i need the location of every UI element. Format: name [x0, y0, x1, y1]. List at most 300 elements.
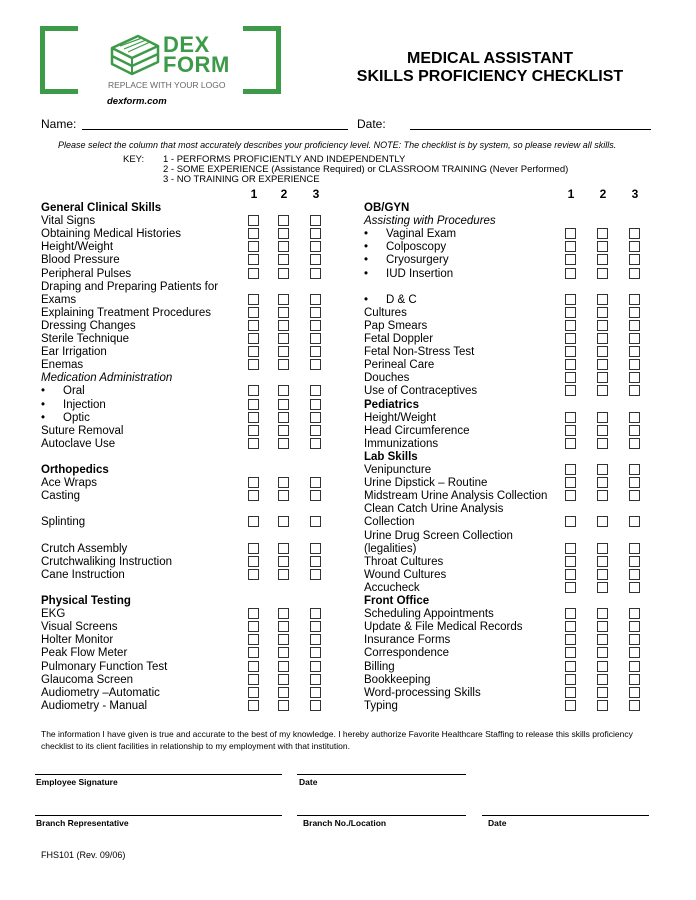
proficiency-checkbox-1[interactable]: [565, 661, 576, 672]
proficiency-checkbox-1[interactable]: [565, 621, 576, 632]
proficiency-checkbox-1[interactable]: [248, 569, 259, 580]
proficiency-checkbox-1[interactable]: [248, 438, 259, 449]
proficiency-checkbox-3[interactable]: [310, 634, 321, 645]
proficiency-checkbox-3[interactable]: [629, 634, 640, 645]
skill-label: Correspondence: [364, 647, 450, 659]
skill-label: Audiometry - Manual: [41, 700, 148, 712]
proficiency-checkbox-1[interactable]: [565, 385, 576, 396]
key-label: KEY:: [123, 154, 145, 165]
skill-label: General Clinical Skills: [41, 202, 162, 214]
authorization-statement: The information I have given is true and accurate to the best of my knowledge. I hereby authorize Favorite Healthcare Staffing to release this skills proficiency checklist to its client facilities in relationship to my employment with that institution.: [41, 729, 633, 751]
skill-label: Midstream Urine Analysis Collection: [364, 490, 548, 502]
proficiency-checkbox-2[interactable]: [597, 228, 608, 239]
skill-row: [364, 555, 443, 569]
proficiency-checkbox-2[interactable]: [278, 307, 289, 318]
bullet-icon: •: [364, 254, 369, 266]
skill-label: Peak Flow Meter: [41, 647, 128, 659]
proficiency-checkbox-3[interactable]: [310, 608, 321, 619]
proficiency-checkbox-1[interactable]: [565, 372, 576, 383]
proficiency-checkbox-2[interactable]: [278, 346, 289, 357]
proficiency-checkbox-1[interactable]: [565, 333, 576, 344]
proficiency-checkbox-1[interactable]: [565, 268, 576, 279]
proficiency-checkbox-2[interactable]: [597, 268, 608, 279]
branch-rep-line[interactable]: [35, 815, 282, 816]
proficiency-checkbox-2[interactable]: [597, 412, 608, 423]
skill-label: Throat Cultures: [364, 556, 444, 568]
proficiency-checkbox-2[interactable]: [597, 438, 608, 449]
skill-label: Colposcopy: [386, 241, 447, 253]
proficiency-checkbox-1[interactable]: [565, 674, 576, 685]
proficiency-checkbox-1[interactable]: [565, 634, 576, 645]
skill-row: [41, 607, 65, 621]
skill-label: Splinting: [41, 516, 86, 528]
proficiency-checkbox-1[interactable]: [565, 516, 576, 527]
proficiency-checkbox-1[interactable]: [565, 320, 576, 331]
proficiency-checkbox-1[interactable]: [565, 228, 576, 239]
proficiency-checkbox-1[interactable]: [248, 307, 259, 318]
proficiency-checkbox-1[interactable]: [248, 333, 259, 344]
proficiency-checkbox-3[interactable]: [310, 346, 321, 357]
skill-row: [41, 306, 211, 320]
proficiency-checkbox-1[interactable]: [248, 490, 259, 501]
form-code: FHS101 (Rev. 09/06): [41, 850, 126, 860]
skill-label: Urine Dipstick – Routine: [364, 477, 488, 489]
proficiency-checkbox-2[interactable]: [597, 621, 608, 632]
proficiency-checkbox-2[interactable]: [597, 647, 608, 658]
proficiency-checkbox-2[interactable]: [278, 268, 289, 279]
proficiency-checkbox-2[interactable]: [278, 320, 289, 331]
date-label-1: Date: [299, 777, 318, 787]
proficiency-checkbox-1[interactable]: [565, 425, 576, 436]
skill-label: Holter Monitor: [41, 634, 114, 646]
section-heading: [364, 594, 429, 608]
proficiency-checkbox-2[interactable]: [278, 438, 289, 449]
skill-row: [41, 332, 129, 346]
proficiency-checkbox-2[interactable]: [597, 634, 608, 645]
proficiency-checkbox-2[interactable]: [278, 543, 289, 554]
proficiency-checkbox-2[interactable]: [278, 333, 289, 344]
proficiency-checkbox-3[interactable]: [310, 399, 321, 410]
proficiency-checkbox-2[interactable]: [597, 556, 608, 567]
skill-row: [41, 358, 83, 372]
skill-row: [41, 240, 113, 254]
proficiency-checkbox-3[interactable]: [310, 621, 321, 632]
proficiency-checkbox-2[interactable]: [278, 241, 289, 252]
proficiency-checkbox-1[interactable]: [248, 700, 259, 711]
section-heading: [41, 201, 161, 215]
subsection-heading: [364, 214, 496, 228]
skill-label: Dressing Changes: [41, 320, 136, 332]
skill-row: [41, 293, 76, 307]
proficiency-checkbox-2[interactable]: [597, 241, 608, 252]
proficiency-checkbox-1[interactable]: [248, 647, 259, 658]
skill-label: Fetal Non-Stress Test: [364, 346, 475, 358]
proficiency-checkbox-2[interactable]: [278, 700, 289, 711]
proficiency-checkbox-1[interactable]: [248, 294, 259, 305]
proficiency-checkbox-3[interactable]: [629, 569, 640, 580]
skill-row: [364, 686, 481, 700]
skill-row: [41, 424, 123, 438]
proficiency-checkbox-2[interactable]: [278, 569, 289, 580]
skill-label: Urine Drug Screen Collection: [364, 530, 513, 542]
skill-label: Venipuncture: [364, 464, 432, 476]
proficiency-checkbox-2[interactable]: [597, 333, 608, 344]
proficiency-checkbox-2[interactable]: [278, 556, 289, 567]
skill-label: Lab Skills: [364, 451, 418, 463]
proficiency-checkbox-3[interactable]: [310, 359, 321, 370]
proficiency-checkbox-1[interactable]: [248, 477, 259, 488]
proficiency-checkbox-2[interactable]: [597, 490, 608, 501]
proficiency-checkbox-1[interactable]: [248, 661, 259, 672]
proficiency-checkbox-3[interactable]: [629, 687, 640, 698]
proficiency-checkbox-3[interactable]: [629, 268, 640, 279]
proficiency-checkbox-2[interactable]: [278, 385, 289, 396]
skill-label: Casting: [41, 490, 80, 502]
proficiency-checkbox-1[interactable]: [565, 359, 576, 370]
skill-row: [364, 568, 446, 582]
right-col-header-2: 2: [599, 187, 607, 201]
proficiency-checkbox-3[interactable]: [310, 320, 321, 331]
proficiency-checkbox-2[interactable]: [597, 700, 608, 711]
proficiency-checkbox-1[interactable]: [248, 674, 259, 685]
proficiency-checkbox-3[interactable]: [310, 294, 321, 305]
proficiency-checkbox-2[interactable]: [278, 359, 289, 370]
skill-label: Douches: [364, 372, 410, 384]
skill-label: D & C: [386, 294, 417, 306]
name-label: Name:: [41, 117, 77, 131]
proficiency-checkbox-3[interactable]: [310, 516, 321, 527]
brand-tagline: REPLACE WITH YOUR LOGO: [108, 80, 226, 90]
skill-label: Enemas: [41, 359, 84, 371]
proficiency-checkbox-3[interactable]: [310, 307, 321, 318]
proficiency-checkbox-3[interactable]: [310, 700, 321, 711]
proficiency-checkbox-2[interactable]: [597, 307, 608, 318]
proficiency-checkbox-3[interactable]: [310, 687, 321, 698]
proficiency-checkbox-1[interactable]: [565, 477, 576, 488]
proficiency-checkbox-2[interactable]: [597, 477, 608, 488]
proficiency-checkbox-1[interactable]: [248, 254, 259, 265]
proficiency-checkbox-1[interactable]: [565, 412, 576, 423]
proficiency-checkbox-2[interactable]: [278, 399, 289, 410]
proficiency-checkbox-2[interactable]: [278, 674, 289, 685]
skill-row: [364, 502, 503, 516]
proficiency-checkbox-2[interactable]: [597, 661, 608, 672]
proficiency-checkbox-3[interactable]: [629, 582, 640, 593]
form-title-line1: MEDICAL ASSISTANT: [407, 50, 573, 67]
proficiency-checkbox-3[interactable]: [310, 556, 321, 567]
skill-label: Blood Pressure: [41, 254, 120, 266]
skill-row: [41, 253, 120, 267]
skill-label: Visual Screens: [41, 621, 118, 633]
proficiency-checkbox-1[interactable]: [248, 268, 259, 279]
proficiency-checkbox-3[interactable]: [310, 228, 321, 239]
skill-row: [364, 646, 449, 660]
date-label: Date:: [357, 117, 386, 131]
skill-label: Crutch Assembly: [41, 543, 128, 555]
proficiency-checkbox-3[interactable]: [310, 333, 321, 344]
skill-row: [41, 620, 118, 634]
proficiency-checkbox-1[interactable]: [565, 608, 576, 619]
proficiency-checkbox-3[interactable]: [629, 425, 640, 436]
proficiency-checkbox-3[interactable]: [629, 359, 640, 370]
proficiency-checkbox-3[interactable]: [629, 333, 640, 344]
proficiency-checkbox-1[interactable]: [248, 516, 259, 527]
skill-label: Head Circumference: [364, 425, 470, 437]
proficiency-checkbox-3[interactable]: [629, 621, 640, 632]
skill-label: Obtaining Medical Histories: [41, 228, 181, 240]
proficiency-checkbox-1[interactable]: [248, 412, 259, 423]
proficiency-checkbox-1[interactable]: [248, 215, 259, 226]
proficiency-checkbox-1[interactable]: [248, 385, 259, 396]
proficiency-checkbox-3[interactable]: [310, 241, 321, 252]
proficiency-checkbox-3[interactable]: [310, 385, 321, 396]
proficiency-checkbox-3[interactable]: [629, 674, 640, 685]
proficiency-checkbox-2[interactable]: [278, 294, 289, 305]
proficiency-checkbox-3[interactable]: [310, 490, 321, 501]
proficiency-checkbox-1[interactable]: [248, 621, 259, 632]
proficiency-checkbox-2[interactable]: [597, 674, 608, 685]
proficiency-checkbox-2[interactable]: [278, 661, 289, 672]
proficiency-checkbox-2[interactable]: [597, 385, 608, 396]
proficiency-checkbox-2[interactable]: [597, 543, 608, 554]
proficiency-checkbox-2[interactable]: [597, 687, 608, 698]
date-line-1[interactable]: [297, 774, 466, 775]
proficiency-checkbox-1[interactable]: [248, 556, 259, 567]
skill-row: [364, 437, 438, 451]
proficiency-checkbox-1[interactable]: [248, 399, 259, 410]
proficiency-checkbox-3[interactable]: [310, 477, 321, 488]
skill-row: [41, 515, 85, 529]
brand-url: dexform.com: [107, 96, 167, 107]
proficiency-checkbox-2[interactable]: [597, 346, 608, 357]
proficiency-checkbox-2[interactable]: [278, 608, 289, 619]
proficiency-checkbox-2[interactable]: [597, 608, 608, 619]
skill-row: [364, 581, 420, 595]
proficiency-checkbox-3[interactable]: [629, 294, 640, 305]
proficiency-checkbox-3[interactable]: [629, 254, 640, 265]
bullet-icon: •: [364, 241, 369, 253]
proficiency-checkbox-3[interactable]: [629, 228, 640, 239]
proficiency-checkbox-2[interactable]: [278, 412, 289, 423]
proficiency-checkbox-2[interactable]: [597, 569, 608, 580]
proficiency-checkbox-3[interactable]: [310, 438, 321, 449]
skill-row: [364, 607, 494, 621]
proficiency-checkbox-3[interactable]: [629, 307, 640, 318]
skill-label: Medication Administration: [41, 372, 173, 384]
key-item-2: 2 - SOME EXPERIENCE (Assistance Required) or CLASSROOM TRAINING (Never Performed): [163, 164, 569, 175]
skill-row: [364, 529, 513, 543]
proficiency-checkbox-1[interactable]: [565, 556, 576, 567]
skill-row: [41, 319, 136, 333]
skill-row: [41, 267, 131, 281]
proficiency-checkbox-1[interactable]: [565, 294, 576, 305]
right-col-header-1: 1: [567, 187, 575, 201]
proficiency-checkbox-1[interactable]: [248, 241, 259, 252]
proficiency-checkbox-1[interactable]: [565, 438, 576, 449]
proficiency-checkbox-3[interactable]: [310, 647, 321, 658]
proficiency-checkbox-3[interactable]: [310, 215, 321, 226]
proficiency-checkbox-1[interactable]: [565, 241, 576, 252]
proficiency-checkbox-3[interactable]: [629, 346, 640, 357]
skill-label: Cryosurgery: [386, 254, 449, 266]
proficiency-checkbox-2[interactable]: [278, 634, 289, 645]
right-col-header-3: 3: [631, 187, 639, 201]
skill-row: [364, 673, 431, 687]
logo-bracket-left: [40, 26, 78, 94]
proficiency-checkbox-1[interactable]: [248, 228, 259, 239]
proficiency-checkbox-1[interactable]: [565, 346, 576, 357]
skill-label: Glaucoma Screen: [41, 674, 134, 686]
proficiency-checkbox-2[interactable]: [278, 687, 289, 698]
proficiency-checkbox-2[interactable]: [278, 621, 289, 632]
skill-label: Pulmonary Function Test: [41, 661, 168, 673]
proficiency-checkbox-2[interactable]: [278, 215, 289, 226]
skill-row: [41, 489, 80, 503]
proficiency-checkbox-1[interactable]: [565, 307, 576, 318]
proficiency-checkbox-3[interactable]: [629, 490, 640, 501]
proficiency-checkbox-2[interactable]: [278, 647, 289, 658]
branch-rep-label: Branch Representative: [36, 818, 129, 828]
proficiency-checkbox-2[interactable]: [278, 425, 289, 436]
proficiency-checkbox-1[interactable]: [565, 490, 576, 501]
proficiency-checkbox-2[interactable]: [597, 359, 608, 370]
proficiency-checkbox-1[interactable]: [248, 634, 259, 645]
proficiency-checkbox-1[interactable]: [248, 425, 259, 436]
proficiency-checkbox-3[interactable]: [629, 241, 640, 252]
proficiency-checkbox-1[interactable]: [565, 700, 576, 711]
proficiency-checkbox-3[interactable]: [629, 700, 640, 711]
skill-label: Injection: [63, 399, 106, 411]
skill-row: [364, 267, 453, 281]
skill-label: Suture Removal: [41, 425, 124, 437]
date-line-2[interactable]: [482, 815, 649, 816]
section-heading: [364, 450, 418, 464]
skill-row: [41, 384, 85, 398]
proficiency-checkbox-3[interactable]: [310, 425, 321, 436]
proficiency-checkbox-3[interactable]: [629, 372, 640, 383]
proficiency-checkbox-2[interactable]: [597, 582, 608, 593]
proficiency-checkbox-3[interactable]: [629, 647, 640, 658]
proficiency-checkbox-3[interactable]: [629, 543, 640, 554]
skill-row: [41, 214, 95, 228]
proficiency-checkbox-1[interactable]: [248, 608, 259, 619]
key-item-1: 1 - PERFORMS PROFICIENTLY AND INDEPENDENTLY: [163, 154, 406, 165]
skill-label: Insurance Forms: [364, 634, 451, 646]
proficiency-checkbox-1[interactable]: [565, 569, 576, 580]
skill-label: Vital Signs: [41, 215, 96, 227]
proficiency-checkbox-2[interactable]: [597, 425, 608, 436]
proficiency-checkbox-2[interactable]: [597, 254, 608, 265]
section-heading: [364, 201, 409, 215]
employee-signature-line[interactable]: [35, 774, 282, 775]
proficiency-checkbox-1[interactable]: [248, 320, 259, 331]
skill-label: Ace Wraps: [41, 477, 98, 489]
proficiency-checkbox-3[interactable]: [629, 438, 640, 449]
skill-label: Billing: [364, 661, 395, 673]
skill-row: [41, 673, 133, 687]
skill-row: [364, 306, 407, 320]
bullet-icon: •: [364, 294, 369, 306]
proficiency-checkbox-3[interactable]: [629, 556, 640, 567]
proficiency-checkbox-1[interactable]: [565, 254, 576, 265]
skill-label: Physical Testing: [41, 595, 131, 607]
skill-row: [364, 411, 436, 425]
proficiency-checkbox-2[interactable]: [597, 320, 608, 331]
bullet-icon: •: [41, 412, 46, 424]
name-field[interactable]: [82, 129, 348, 130]
skill-row: [364, 620, 523, 634]
proficiency-checkbox-1[interactable]: [565, 582, 576, 593]
proficiency-checkbox-3[interactable]: [629, 412, 640, 423]
skill-row: [41, 476, 97, 490]
skill-row: [364, 371, 409, 385]
proficiency-checkbox-1[interactable]: [248, 359, 259, 370]
proficiency-checkbox-2[interactable]: [278, 228, 289, 239]
proficiency-checkbox-3[interactable]: [629, 385, 640, 396]
proficiency-checkbox-1[interactable]: [565, 464, 576, 475]
proficiency-checkbox-3[interactable]: [629, 516, 640, 527]
proficiency-checkbox-2[interactable]: [597, 294, 608, 305]
brand-name-line2: FORM: [163, 52, 230, 77]
skill-label: Typing: [364, 700, 398, 712]
skill-label: Assisting with Procedures: [364, 215, 496, 227]
section-heading: [41, 594, 131, 608]
proficiency-checkbox-3[interactable]: [310, 543, 321, 554]
proficiency-checkbox-2[interactable]: [278, 490, 289, 501]
date-field[interactable]: [410, 129, 651, 130]
skill-label: Height/Weight: [41, 241, 114, 253]
proficiency-checkbox-1[interactable]: [565, 687, 576, 698]
proficiency-checkbox-2[interactable]: [278, 254, 289, 265]
proficiency-checkbox-2[interactable]: [597, 516, 608, 527]
form-title-line2: SKILLS PROFICIENCY CHECKLIST: [356, 68, 624, 85]
proficiency-checkbox-3[interactable]: [310, 569, 321, 580]
skill-label: Use of Contraceptives: [364, 385, 478, 397]
skill-label: Wound Cultures: [364, 569, 447, 581]
proficiency-checkbox-3[interactable]: [310, 661, 321, 672]
left-col-header-3: 3: [312, 187, 320, 201]
proficiency-checkbox-3[interactable]: [310, 254, 321, 265]
skill-row: [41, 280, 218, 294]
branch-no-line[interactable]: [297, 815, 466, 816]
proficiency-checkbox-3[interactable]: [629, 464, 640, 475]
proficiency-checkbox-1[interactable]: [248, 687, 259, 698]
proficiency-checkbox-2[interactable]: [278, 477, 289, 488]
proficiency-checkbox-3[interactable]: [310, 268, 321, 279]
proficiency-checkbox-3[interactable]: [629, 661, 640, 672]
skill-row: [364, 463, 431, 477]
proficiency-checkbox-3[interactable]: [629, 477, 640, 488]
proficiency-checkbox-2[interactable]: [597, 372, 608, 383]
proficiency-checkbox-1[interactable]: [248, 543, 259, 554]
proficiency-checkbox-2[interactable]: [597, 464, 608, 475]
proficiency-checkbox-1[interactable]: [565, 647, 576, 658]
skill-row: [364, 489, 547, 503]
skill-label: Word-processing Skills: [364, 687, 481, 699]
proficiency-checkbox-3[interactable]: [629, 608, 640, 619]
proficiency-checkbox-1[interactable]: [565, 543, 576, 554]
proficiency-checkbox-3[interactable]: [629, 320, 640, 331]
proficiency-checkbox-3[interactable]: [310, 412, 321, 423]
proficiency-checkbox-3[interactable]: [310, 674, 321, 685]
proficiency-checkbox-2[interactable]: [278, 516, 289, 527]
skill-row: [41, 411, 90, 425]
proficiency-checkbox-1[interactable]: [248, 346, 259, 357]
skill-row: [41, 542, 127, 556]
left-col-header-1: 1: [250, 187, 258, 201]
skill-label: Oral: [63, 385, 85, 397]
bullet-icon: •: [41, 385, 46, 397]
